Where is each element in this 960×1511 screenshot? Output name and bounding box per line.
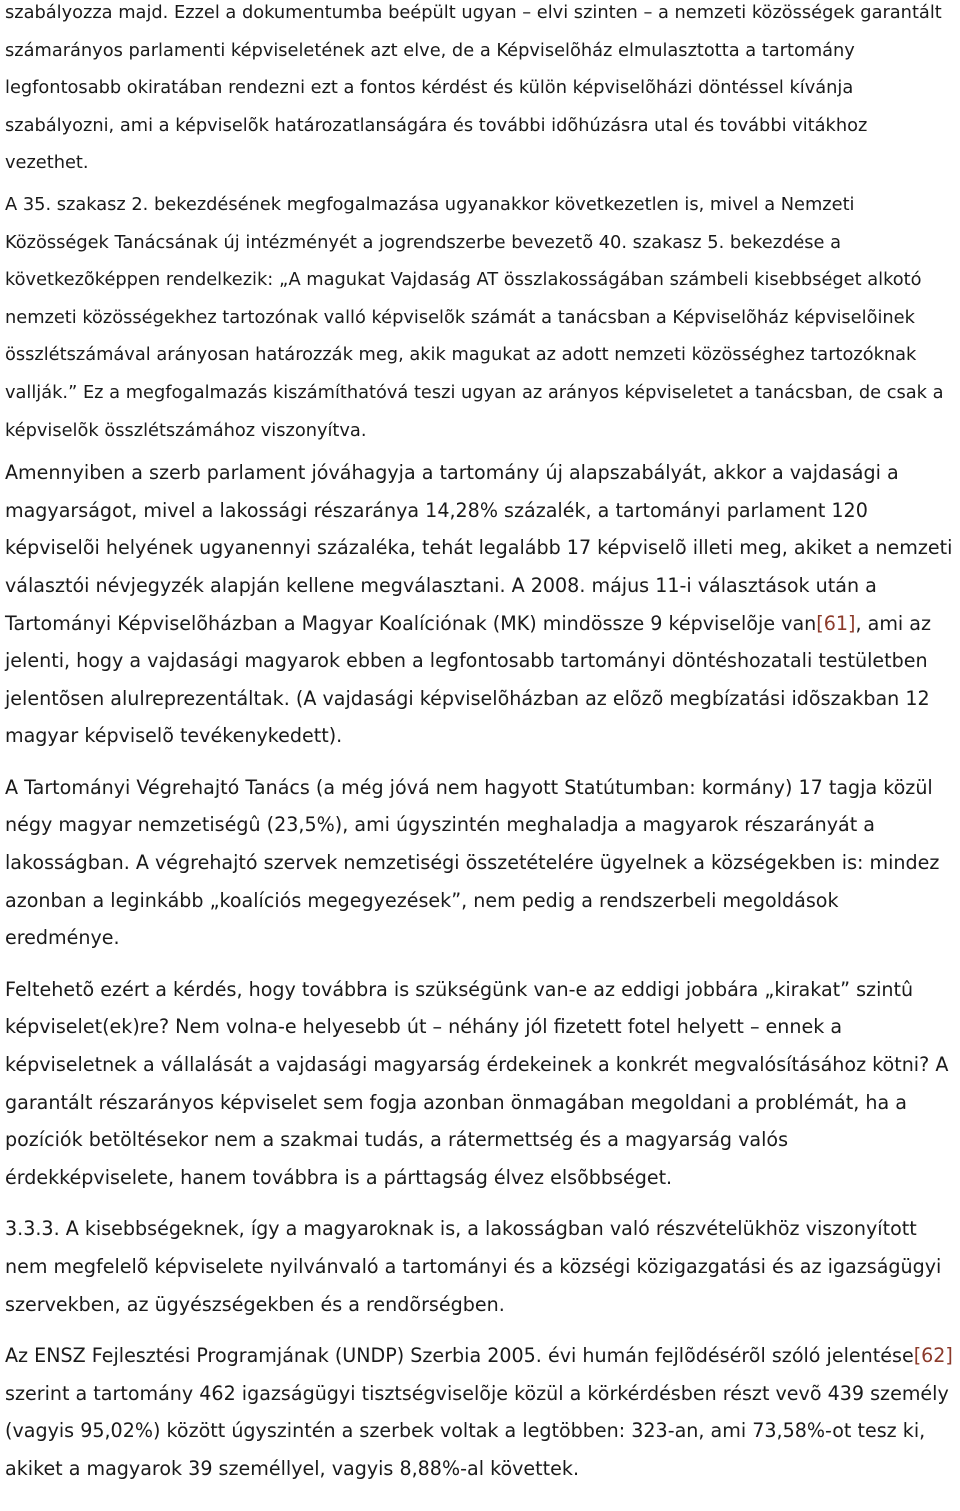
footnote-link-61[interactable]: [61]: [816, 611, 856, 635]
paragraph-6: 3.3.3. A kisebbségeknek, így a magyaroknak is, a lakosságban való részvételükhöz viszonyított nem megfelelõ képviselete nyilvánvaló a tartományi és a községi közigazgatási és az igazságügyi szervekben, az ügyészségekben és a rendõrségben.: [5, 1217, 942, 1316]
paragraph-2: A 35. szakasz 2. bekezdésének megfogalmazása ugyanakkor következetlen is, mivel a Nemzeti Közösségek Tanácsának új intézményét a jogrendszerbe bevezetõ 40. szakasz 5. bekezdése a következõképpen rendelkezik: „A magukat Vajdaság AT összlakosságában számbeli kisebbséget alkotó nemzeti közösségekhez tartozónak valló képviselõk számát a tanácsban a Képviselõház képviselõinek összlétszámával arányosan határozzák meg, akik magukat az adott nemzeti közösséghez tartozóknak vallják.” Ez a megfogalmazás kiszámíthatóvá teszi ugyan az arányos képviseletet a tanácsban, de csak a képviselõk összlétszámához viszonyítva.: [5, 193, 944, 441]
paragraph-3-text-before: Amennyiben a szerb parlament jóváhagyja a tartomány új alapszabályát, akkor a vajdasági a magyarságot, mivel a lakossági részaránya 14,28% százalék, a tartományi parlament 120 képviselõi helyének ugyanennyi százaléka, tehát legalább 17 képviselõ illeti meg, akiket a nemzeti választói névjegyzék alapján kellene megválasztani. A 2008. május 11-i választások után a Tartományi Képviselõházban a Magyar Koalíciónak (MK) mindössze 9 képviselõje van: [5, 461, 953, 635]
footnote-link-62[interactable]: [62]: [913, 1344, 953, 1368]
paragraph-7-text-before: Az ENSZ Fejlesztési Programjának (UNDP) Szerbia 2005. évi humán fejlõdésérõl szóló jelentése: [5, 1344, 914, 1368]
paragraph-5: Feltehetõ ezért a kérdés, hogy továbbra is szükségünk van-e az eddigi jobbára „kirakat” szintû képviselet(ek)re? Nem volna-e helyesebb út – néhány jól fizetett fotel helyett – ennek a képviseletnek a vállalását a vajdasági magyarság érdekeinek a konkrét megvalósításához kötni? A garantált részarányos képviselet sem fogja azonban önmagában megoldani a problémát, ha a pozíciók betöltésekor nem a szakmai tudás, a rátermettség és a magyarság valós érdekképviselete, hanem továbbra is a párttagság élvez elsõbbséget.: [5, 977, 949, 1189]
paragraph-4: A Tartományi Végrehajtó Tanács (a még jóvá nem hagyott Statútumban: kormány) 17 tagja közül négy magyar nemzetiségû (23,5%), ami úgyszintén meghaladja a magyarok részarányát a lakosságban. A végrehajtó szervek nemzetiségi összetételére ügyelnek a községekben is: mindez azonban a leginkább „koalíciós megegyezések”, nem pedig a rendszerbeli megoldások eredménye.: [5, 775, 940, 950]
paragraph-1: szabályozza majd. Ezzel a dokumentumba beépült ugyan – elvi szinten – a nemzeti közösségek garantált számarányos parlamenti képviseletének azt elve, de a Képviselõház elmulasztotta a tartomány legfontosabb okiratában rendezni ezt a fontos kérdést és külön képviselõházi döntéssel kívánja szabályozni, ami a képviselõk határozatlanságára és további idõhúzásra utal és további vitákhoz vezethet.: [5, 2, 942, 174]
paragraph-3: [5, 454, 956, 755]
paragraph-7: [5, 1337, 956, 1487]
paragraph-7-text-after: szerint a tartomány 462 igazságügyi tisztségviselõje közül a körkérdésben részt vevõ 439 személy (vagyis 95,02%) között úgyszintén a szerbek voltak a legtöbben: 323-an, ami 73,58%-ot tesz ki, akiket a magyarok 39 személlyel, vagyis 8,88%-al követtek.: [5, 1381, 949, 1480]
paragraph-3-text-after: , ami az jelenti, hogy a vajdasági magyarok ebben a legfontosabb tartományi döntéshozatali testületben jelentõsen alulreprezentáltak. (A vajdasági képviselõházban az elõzõ megbízatási idõszakban 12 magyar képviselõ tevékenykedett).: [5, 611, 932, 748]
